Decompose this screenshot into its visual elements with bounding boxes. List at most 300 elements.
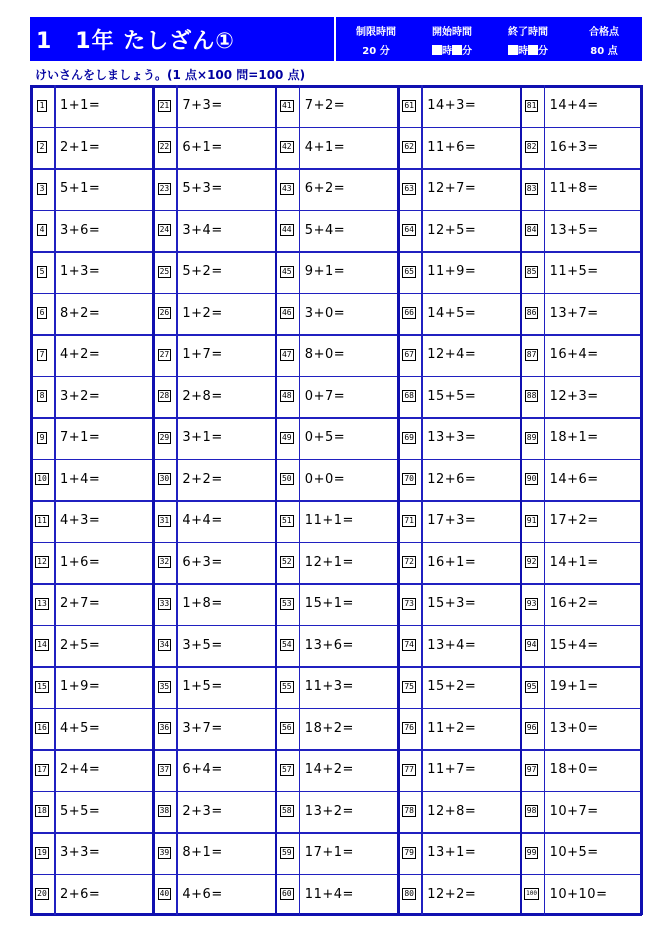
problem-number-cell <box>397 127 421 169</box>
problem-expression: 18+0= <box>549 762 599 778</box>
problem-expression: 0+0= <box>304 471 346 487</box>
problem-number: 38 <box>159 806 170 816</box>
problem-number-cell <box>30 500 54 542</box>
answer-cell[interactable] <box>305 542 395 584</box>
answer-cell[interactable] <box>427 708 517 750</box>
start-time-value[interactable] <box>414 42 490 57</box>
answer-cell[interactable] <box>427 127 517 169</box>
problem-expression: 17+2= <box>549 513 599 529</box>
answer-cell[interactable] <box>305 832 395 874</box>
answer-cell[interactable] <box>60 666 150 708</box>
answer-cell[interactable] <box>182 500 272 542</box>
problem-expression: 13+1= <box>427 845 477 861</box>
problem-expression: 3+0= <box>304 305 346 321</box>
answer-cell[interactable] <box>60 417 150 459</box>
hour-blank-box[interactable] <box>508 45 518 55</box>
grid-number-separator <box>54 85 56 915</box>
problem-number-cell <box>275 85 299 127</box>
time-limit-value: 20 分 <box>362 46 390 57</box>
problem-number: 1 <box>37 100 47 112</box>
answer-cell[interactable] <box>305 376 395 418</box>
answer-cell[interactable] <box>182 874 272 916</box>
problem-number-cell <box>30 874 54 916</box>
answer-cell[interactable] <box>550 293 640 335</box>
grid-number-separator <box>176 85 178 915</box>
answer-cell[interactable] <box>427 791 517 833</box>
answer-cell[interactable] <box>305 791 395 833</box>
problem-expression: 11+1= <box>304 513 354 529</box>
problem-number-cell <box>275 417 299 459</box>
answer-cell[interactable] <box>60 127 150 169</box>
problem-expression: 11+8= <box>549 181 599 197</box>
answer-cell[interactable] <box>305 85 395 127</box>
problem-expression: 6+4= <box>182 762 223 778</box>
answer-cell[interactable] <box>550 625 640 667</box>
answer-cell[interactable] <box>550 708 640 750</box>
problem-number: 92 <box>526 557 537 567</box>
problem-number: 23 <box>159 183 170 193</box>
answer-cell[interactable] <box>305 583 395 625</box>
answer-cell[interactable] <box>305 417 395 459</box>
problem-expression: 2+7= <box>60 596 101 612</box>
problem-number: 65 <box>404 266 414 276</box>
answer-cell[interactable] <box>182 708 272 750</box>
problem-expression: 11+4= <box>304 886 354 902</box>
problem-number-cell <box>397 293 421 335</box>
problem-expression: 3+4= <box>182 222 223 238</box>
problem-number-cell <box>397 417 421 459</box>
problem-expression: 2+6= <box>60 886 101 902</box>
answer-cell[interactable] <box>550 334 640 376</box>
problem-number-cell <box>152 251 176 293</box>
answer-cell[interactable] <box>182 583 272 625</box>
answer-cell[interactable] <box>427 251 517 293</box>
answer-cell[interactable] <box>427 293 517 335</box>
problem-number: 55 <box>281 681 292 691</box>
problem-expression: 2+8= <box>182 388 223 404</box>
problem-number-cell <box>275 625 299 667</box>
problem-number-cell <box>275 791 299 833</box>
problem-number-cell <box>397 708 421 750</box>
problem-number: 31 <box>159 515 170 525</box>
answer-cell[interactable] <box>550 459 640 501</box>
problem-number: 6 <box>37 307 47 319</box>
answer-cell[interactable] <box>427 417 517 459</box>
answer-cell[interactable] <box>550 832 640 874</box>
problem-expression: 5+1= <box>60 181 101 197</box>
answer-cell[interactable] <box>182 293 272 335</box>
problem-number: 19 <box>37 847 47 857</box>
problem-expression: 1+3= <box>60 264 101 280</box>
problem-number-cell <box>520 459 544 501</box>
answer-cell[interactable] <box>60 583 150 625</box>
problem-number: 2 <box>37 141 47 153</box>
problem-expression: 18+2= <box>304 720 354 736</box>
problem-number: 22 <box>159 142 170 152</box>
answer-cell[interactable] <box>182 168 272 210</box>
problem-expression: 5+3= <box>182 181 223 197</box>
problem-expression: 16+3= <box>549 139 599 155</box>
problem-number: 29 <box>159 432 170 442</box>
problem-expression: 3+2= <box>60 388 101 404</box>
answer-cell[interactable] <box>182 459 272 501</box>
answer-cell[interactable] <box>305 625 395 667</box>
problem-expression: 12+4= <box>427 347 477 363</box>
answer-cell[interactable] <box>60 293 150 335</box>
answer-cell[interactable] <box>182 334 272 376</box>
problem-expression: 15+2= <box>427 679 477 695</box>
answer-cell[interactable] <box>305 168 395 210</box>
answer-cell[interactable] <box>60 500 150 542</box>
answer-cell[interactable] <box>60 210 150 252</box>
problem-number: 50 <box>281 474 292 484</box>
problem-number: 88 <box>526 391 537 401</box>
answer-cell[interactable] <box>60 791 150 833</box>
answer-cell[interactable] <box>305 293 395 335</box>
answer-cell[interactable] <box>60 708 150 750</box>
problem-number-cell <box>520 251 544 293</box>
problem-number-cell <box>397 168 421 210</box>
problem-number: 95 <box>526 681 537 691</box>
answer-cell[interactable] <box>60 459 150 501</box>
answer-cell[interactable] <box>60 625 150 667</box>
problem-number-cell <box>30 791 54 833</box>
problem-expression: 4+2= <box>60 347 101 363</box>
problem-expression: 16+2= <box>549 596 599 612</box>
answer-cell[interactable] <box>182 832 272 874</box>
problem-expression: 5+5= <box>60 803 101 819</box>
answer-cell[interactable] <box>550 85 640 127</box>
problem-expression: 12+5= <box>427 222 477 238</box>
problem-expression: 2+3= <box>182 803 223 819</box>
answer-cell[interactable] <box>305 708 395 750</box>
problem-number-cell <box>520 542 544 584</box>
problem-number-cell <box>275 583 299 625</box>
problem-number-cell <box>152 376 176 418</box>
problem-number-cell <box>275 666 299 708</box>
answer-cell[interactable] <box>305 874 395 916</box>
problem-expression: 13+4= <box>427 637 477 653</box>
problem-expression: 17+3= <box>427 513 477 529</box>
problem-number-cell <box>275 874 299 916</box>
problem-number: 90 <box>526 474 537 484</box>
problem-number-cell <box>152 168 176 210</box>
problem-number-cell <box>275 500 299 542</box>
answer-cell[interactable] <box>427 832 517 874</box>
grid-number-separator <box>299 85 301 915</box>
problem-expression: 11+3= <box>304 679 354 695</box>
problem-expression: 6+1= <box>182 139 223 155</box>
problem-expression: 2+5= <box>60 637 101 653</box>
answer-cell[interactable] <box>60 85 150 127</box>
answer-cell[interactable] <box>427 583 517 625</box>
answer-cell[interactable] <box>182 251 272 293</box>
problem-number-cell <box>30 417 54 459</box>
problem-number: 21 <box>159 100 170 110</box>
problem-number: 60 <box>281 889 292 899</box>
end-time-value[interactable] <box>490 42 566 57</box>
problem-number-cell <box>520 625 544 667</box>
answer-cell[interactable] <box>550 583 640 625</box>
problem-number-cell <box>520 85 544 127</box>
problem-number-cell <box>152 293 176 335</box>
answer-cell[interactable] <box>550 417 640 459</box>
problem-expression: 1+5= <box>182 679 223 695</box>
problem-number: 61 <box>404 100 414 110</box>
problem-number: 28 <box>159 391 170 401</box>
problem-number: 46 <box>281 308 292 318</box>
answer-cell[interactable] <box>550 749 640 791</box>
problem-number: 64 <box>404 225 414 235</box>
answer-cell[interactable] <box>427 625 517 667</box>
answer-cell[interactable] <box>305 127 395 169</box>
problem-expression: 11+9= <box>427 264 477 280</box>
problem-number-cell <box>520 376 544 418</box>
answer-cell[interactable] <box>550 666 640 708</box>
problem-expression: 1+2= <box>182 305 223 321</box>
problem-number-cell <box>152 791 176 833</box>
problem-number-cell <box>520 168 544 210</box>
worksheet-header <box>30 17 642 61</box>
minute-blank-box[interactable] <box>452 45 462 55</box>
answer-cell[interactable] <box>60 376 150 418</box>
answer-cell[interactable] <box>427 85 517 127</box>
problem-expression: 13+5= <box>549 222 599 238</box>
answer-cell[interactable] <box>550 874 640 916</box>
problem-expression: 11+5= <box>549 264 599 280</box>
problem-expression: 10+7= <box>549 803 599 819</box>
answer-cell[interactable] <box>60 874 150 916</box>
answer-cell[interactable] <box>550 127 640 169</box>
problem-number-cell <box>30 85 54 127</box>
problem-expression: 13+3= <box>427 430 477 446</box>
problem-number-cell <box>30 625 54 667</box>
answer-cell[interactable] <box>427 874 517 916</box>
start-time-box <box>414 17 490 61</box>
answer-cell[interactable] <box>550 542 640 584</box>
problem-number: 5 <box>37 266 47 278</box>
problem-number: 11 <box>37 515 47 525</box>
problem-number-cell <box>30 666 54 708</box>
minute-blank-box[interactable] <box>528 45 538 55</box>
problem-number-cell <box>152 583 176 625</box>
problem-expression: 8+2= <box>60 305 101 321</box>
problem-number: 43 <box>281 183 292 193</box>
problem-number-cell <box>397 542 421 584</box>
answer-cell[interactable] <box>427 542 517 584</box>
answer-cell[interactable] <box>182 542 272 584</box>
problem-number: 93 <box>526 598 537 608</box>
minute-char: 分 <box>462 46 472 57</box>
problem-expression: 1+6= <box>60 554 101 570</box>
problem-number-cell <box>152 127 176 169</box>
problem-number-cell <box>152 459 176 501</box>
problem-number: 4 <box>37 224 47 236</box>
problem-number: 80 <box>404 889 414 899</box>
answer-cell[interactable] <box>182 376 272 418</box>
problem-expression: 3+7= <box>182 720 223 736</box>
end-time-box <box>490 17 566 61</box>
problem-expression: 15+5= <box>427 388 477 404</box>
problem-number: 37 <box>159 764 170 774</box>
answer-cell[interactable] <box>60 334 150 376</box>
problem-number-cell <box>397 874 421 916</box>
problem-grid <box>30 85 642 915</box>
problem-number-cell <box>30 459 54 501</box>
problem-number: 82 <box>526 142 537 152</box>
problem-expression: 18+1= <box>549 430 599 446</box>
answer-cell[interactable] <box>60 168 150 210</box>
problem-number-cell <box>520 500 544 542</box>
answer-cell[interactable] <box>182 625 272 667</box>
problem-number-cell <box>397 251 421 293</box>
problem-expression: 14+4= <box>549 98 599 114</box>
answer-cell[interactable] <box>427 459 517 501</box>
answer-cell[interactable] <box>182 666 272 708</box>
problem-number-cell <box>520 874 544 916</box>
problem-number-cell <box>397 376 421 418</box>
problem-number-cell <box>397 666 421 708</box>
answer-cell[interactable] <box>60 749 150 791</box>
problem-number: 62 <box>404 142 414 152</box>
problem-number: 53 <box>281 598 292 608</box>
problem-expression: 1+8= <box>182 596 223 612</box>
problem-number-cell <box>30 376 54 418</box>
answer-cell[interactable] <box>305 749 395 791</box>
problem-number: 3 <box>37 183 47 195</box>
grid-number-separator <box>421 85 423 915</box>
problem-number-cell <box>520 749 544 791</box>
problem-expression: 4+5= <box>60 720 101 736</box>
problem-number-cell <box>520 666 544 708</box>
problem-number: 25 <box>159 266 170 276</box>
problem-number: 98 <box>526 806 537 816</box>
answer-cell[interactable] <box>550 210 640 252</box>
answer-cell[interactable] <box>427 749 517 791</box>
problem-number-cell <box>30 832 54 874</box>
problem-number: 42 <box>281 142 292 152</box>
problem-number-cell <box>397 85 421 127</box>
pass-score-value: 80 点 <box>590 46 618 57</box>
problem-expression: 3+5= <box>182 637 223 653</box>
answer-cell[interactable] <box>305 334 395 376</box>
problem-number: 16 <box>37 723 47 733</box>
answer-cell[interactable] <box>182 127 272 169</box>
problem-number-cell <box>30 334 54 376</box>
problem-number: 76 <box>404 723 414 733</box>
answer-cell[interactable] <box>550 791 640 833</box>
problem-number: 77 <box>404 764 414 774</box>
answer-cell[interactable] <box>305 500 395 542</box>
problem-number-cell <box>275 459 299 501</box>
problem-number-cell <box>397 832 421 874</box>
answer-cell[interactable] <box>305 459 395 501</box>
answer-cell[interactable] <box>550 376 640 418</box>
answer-cell[interactable] <box>427 168 517 210</box>
answer-cell[interactable] <box>182 417 272 459</box>
problem-expression: 12+2= <box>427 886 477 902</box>
problem-expression: 3+3= <box>60 845 101 861</box>
problem-number-cell <box>152 417 176 459</box>
problem-number: 44 <box>281 225 292 235</box>
problem-number-cell <box>397 210 421 252</box>
problem-number: 52 <box>281 557 292 567</box>
answer-cell[interactable] <box>60 542 150 584</box>
problem-number: 45 <box>281 266 292 276</box>
problem-expression: 10+10= <box>549 886 608 902</box>
problem-number: 32 <box>159 557 170 567</box>
answer-cell[interactable] <box>427 334 517 376</box>
answer-cell[interactable] <box>305 210 395 252</box>
answer-cell[interactable] <box>305 666 395 708</box>
problem-expression: 16+1= <box>427 554 477 570</box>
hour-char: 時 <box>442 46 452 57</box>
problem-number-cell <box>520 708 544 750</box>
problem-expression: 11+7= <box>427 762 477 778</box>
problem-number-cell <box>152 500 176 542</box>
problem-number: 7 <box>37 349 47 361</box>
answer-cell[interactable] <box>550 500 640 542</box>
problem-number-cell <box>30 293 54 335</box>
answer-cell[interactable] <box>182 791 272 833</box>
answer-cell[interactable] <box>60 251 150 293</box>
problem-expression: 7+1= <box>60 430 101 446</box>
problem-expression: 14+1= <box>549 554 599 570</box>
problem-number: 58 <box>281 806 292 816</box>
problem-number-cell <box>275 542 299 584</box>
answer-cell[interactable] <box>305 251 395 293</box>
problem-number-cell <box>520 293 544 335</box>
problem-number: 10 <box>37 474 47 484</box>
problem-number-cell <box>397 459 421 501</box>
problem-expression: 10+5= <box>549 845 599 861</box>
hour-blank-box[interactable] <box>432 45 442 55</box>
answer-cell[interactable] <box>427 666 517 708</box>
problem-number-cell <box>397 625 421 667</box>
problem-number: 40 <box>159 889 170 899</box>
problem-expression: 12+3= <box>549 388 599 404</box>
answer-cell[interactable] <box>182 85 272 127</box>
problem-number: 86 <box>526 308 537 318</box>
problem-number: 41 <box>281 100 292 110</box>
problem-expression: 8+1= <box>182 845 223 861</box>
problem-number-cell <box>152 625 176 667</box>
problem-expression: 5+4= <box>304 222 346 238</box>
problem-number-cell <box>520 210 544 252</box>
answer-cell[interactable] <box>427 500 517 542</box>
problem-expression: 15+4= <box>549 637 599 653</box>
problem-number: 48 <box>281 391 292 401</box>
problem-expression: 12+7= <box>427 181 477 197</box>
problem-number: 97 <box>526 764 537 774</box>
problem-expression: 1+4= <box>60 471 101 487</box>
answer-cell[interactable] <box>427 376 517 418</box>
problem-number: 17 <box>37 764 47 774</box>
answer-cell[interactable] <box>427 210 517 252</box>
problem-expression: 1+1= <box>60 98 101 114</box>
problem-number-cell <box>275 334 299 376</box>
answer-cell[interactable] <box>182 210 272 252</box>
problem-number: 71 <box>404 515 414 525</box>
problem-number: 91 <box>526 515 537 525</box>
problem-number-cell <box>275 127 299 169</box>
instruction-text: けいさんをしましょう。(1 点×100 問=100 点) <box>35 68 306 82</box>
answer-cell[interactable] <box>550 251 640 293</box>
answer-cell[interactable] <box>182 749 272 791</box>
answer-cell[interactable] <box>60 832 150 874</box>
problem-number: 94 <box>526 640 537 650</box>
answer-cell[interactable] <box>550 168 640 210</box>
